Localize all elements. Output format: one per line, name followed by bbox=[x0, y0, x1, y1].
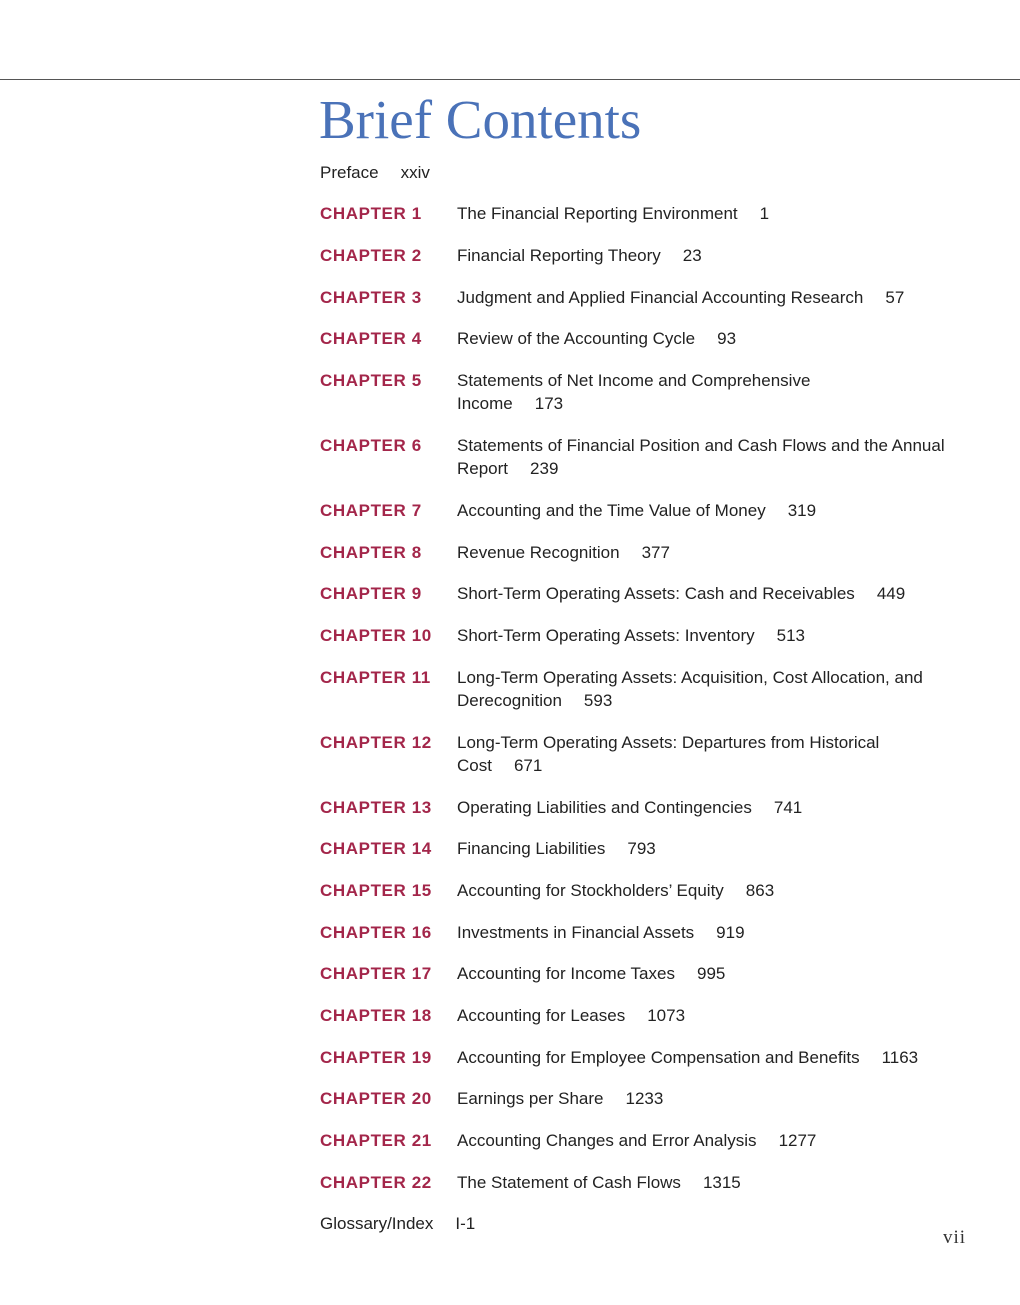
chapter-label: CHAPTER 20 bbox=[320, 1089, 432, 1108]
chapter-page-number: 513 bbox=[776, 626, 805, 645]
chapter-entry-13 bbox=[320, 796, 970, 819]
chapter-title: Financing Liabilities 793 bbox=[457, 839, 656, 858]
chapter-title: Accounting for Employee Compensation and Benefits 1163 bbox=[457, 1048, 919, 1067]
chapter-label: CHAPTER 11 bbox=[320, 668, 431, 687]
chapter-entry-9 bbox=[320, 582, 970, 605]
chapter-label: CHAPTER 10 bbox=[320, 626, 432, 645]
page-folio: vii bbox=[943, 1227, 967, 1248]
chapter-entry-10 bbox=[320, 624, 970, 647]
chapter-page-number: 1 bbox=[759, 204, 770, 223]
chapter-entry-15 bbox=[320, 879, 970, 902]
preface-page-number: xxiv bbox=[400, 163, 430, 182]
chapter-label: CHAPTER 9 bbox=[320, 584, 422, 603]
chapter-title: Long-Term Operating Assets: Departures from Historical Cost 671 bbox=[457, 733, 880, 775]
chapter-entry-1 bbox=[320, 202, 970, 225]
chapter-page-number: 1233 bbox=[625, 1089, 664, 1108]
glossary-entry bbox=[320, 1212, 475, 1235]
chapter-page-number: 239 bbox=[530, 459, 559, 478]
chapter-page-number: 593 bbox=[583, 691, 613, 710]
chapter-title: Financial Reporting Theory 23 bbox=[457, 246, 702, 265]
page-title: Brief Contents bbox=[319, 89, 642, 150]
chapter-title: Accounting Changes and Error Analysis 1277 bbox=[457, 1131, 817, 1150]
chapter-label: CHAPTER 15 bbox=[320, 881, 432, 900]
chapter-label: CHAPTER 14 bbox=[320, 839, 432, 858]
chapter-label: CHAPTER 18 bbox=[320, 1006, 432, 1025]
chapter-title: Earnings per Share 1233 bbox=[457, 1089, 664, 1108]
chapter-entry-21 bbox=[320, 1129, 970, 1152]
chapter-label: CHAPTER 6 bbox=[320, 436, 422, 455]
top-rule bbox=[0, 79, 1020, 80]
chapter-label: CHAPTER 17 bbox=[320, 964, 432, 983]
chapter-title: Judgment and Applied Financial Accounting Research 57 bbox=[457, 288, 905, 307]
chapter-title: Statements of Financial Position and Cash Flows and the Annual Report 239 bbox=[457, 436, 945, 478]
chapter-page-number: 23 bbox=[682, 246, 702, 265]
chapter-page-number: 671 bbox=[513, 756, 543, 775]
chapter-page-number: 1315 bbox=[702, 1173, 741, 1192]
chapter-label: CHAPTER 13 bbox=[320, 798, 432, 817]
chapter-label: CHAPTER 21 bbox=[320, 1131, 432, 1150]
chapter-page-number: 995 bbox=[696, 964, 726, 983]
chapter-label: CHAPTER 1 bbox=[320, 204, 422, 223]
chapter-title: Short-Term Operating Assets: Inventory 513 bbox=[457, 626, 805, 645]
chapter-entry-8 bbox=[320, 541, 970, 564]
chapter-page-number: 863 bbox=[745, 881, 775, 900]
chapter-label: CHAPTER 12 bbox=[320, 733, 432, 752]
chapter-entry-2 bbox=[320, 244, 970, 267]
chapter-title: Accounting for Income Taxes 995 bbox=[457, 964, 726, 983]
chapter-page-number: 377 bbox=[641, 543, 670, 562]
chapter-title: Short-Term Operating Assets: Cash and Receivables 449 bbox=[457, 584, 906, 603]
chapter-entry-14 bbox=[320, 837, 970, 860]
chapter-title: Operating Liabilities and Contingencies 741 bbox=[457, 798, 803, 817]
chapter-title: Accounting for Stockholders’ Equity 863 bbox=[457, 881, 775, 900]
chapter-entry-5 bbox=[320, 369, 970, 415]
chapter-entry-12 bbox=[320, 731, 970, 777]
chapter-entry-22 bbox=[320, 1171, 970, 1194]
chapter-title: Accounting for Leases 1073 bbox=[457, 1006, 686, 1025]
chapter-page-number: 1277 bbox=[778, 1131, 817, 1150]
chapter-title: Accounting and the Time Value of Money 319 bbox=[457, 501, 817, 520]
chapter-entry-19 bbox=[320, 1046, 970, 1069]
chapter-page-number: 57 bbox=[885, 288, 905, 307]
chapter-entry-3 bbox=[320, 286, 970, 309]
chapter-label: CHAPTER 3 bbox=[320, 288, 422, 307]
chapter-label: CHAPTER 22 bbox=[320, 1173, 432, 1192]
preface-label: Preface bbox=[320, 163, 379, 182]
chapter-title: Investments in Financial Assets 919 bbox=[457, 923, 745, 942]
chapter-title: Revenue Recognition 377 bbox=[457, 543, 670, 562]
chapter-title: The Financial Reporting Environment 1 bbox=[457, 204, 770, 223]
chapter-title: Review of the Accounting Cycle 93 bbox=[457, 329, 737, 348]
chapter-entry-18 bbox=[320, 1004, 970, 1027]
chapter-page-number: 93 bbox=[717, 329, 737, 348]
chapter-title: The Statement of Cash Flows 1315 bbox=[457, 1173, 741, 1192]
chapter-label: CHAPTER 7 bbox=[320, 501, 422, 520]
chapter-title: Statements of Net Income and Comprehensive Income 173 bbox=[457, 371, 811, 413]
glossary-page-number: I-1 bbox=[455, 1214, 476, 1233]
chapter-page-number: 1073 bbox=[647, 1006, 686, 1025]
chapter-entry-16 bbox=[320, 921, 970, 944]
chapter-page-number: 319 bbox=[787, 501, 817, 520]
chapter-page-number: 449 bbox=[876, 584, 906, 603]
chapter-entry-4 bbox=[320, 327, 970, 350]
chapter-entry-6 bbox=[320, 434, 970, 480]
chapter-label: CHAPTER 19 bbox=[320, 1048, 432, 1067]
chapter-label: CHAPTER 2 bbox=[320, 246, 422, 265]
chapter-label: CHAPTER 4 bbox=[320, 329, 422, 348]
chapter-page-number: 793 bbox=[627, 839, 656, 858]
chapter-entry-20 bbox=[320, 1087, 970, 1110]
chapter-label: CHAPTER 8 bbox=[320, 543, 422, 562]
chapter-label: CHAPTER 5 bbox=[320, 371, 422, 390]
chapter-label: CHAPTER 16 bbox=[320, 923, 432, 942]
chapter-page-number: 741 bbox=[773, 798, 803, 817]
chapter-page-number: 1163 bbox=[881, 1048, 919, 1067]
chapter-entry-11 bbox=[320, 666, 970, 712]
glossary-label: Glossary/Index bbox=[320, 1214, 434, 1233]
chapter-title: Long-Term Operating Assets: Acquisition, Cost Allocation, and Derecognition 593 bbox=[457, 668, 923, 710]
chapter-entry-7 bbox=[320, 499, 970, 522]
chapter-entry-17 bbox=[320, 962, 970, 985]
chapter-page-number: 919 bbox=[716, 923, 745, 942]
preface-entry bbox=[320, 161, 430, 184]
chapter-page-number: 173 bbox=[534, 394, 564, 413]
